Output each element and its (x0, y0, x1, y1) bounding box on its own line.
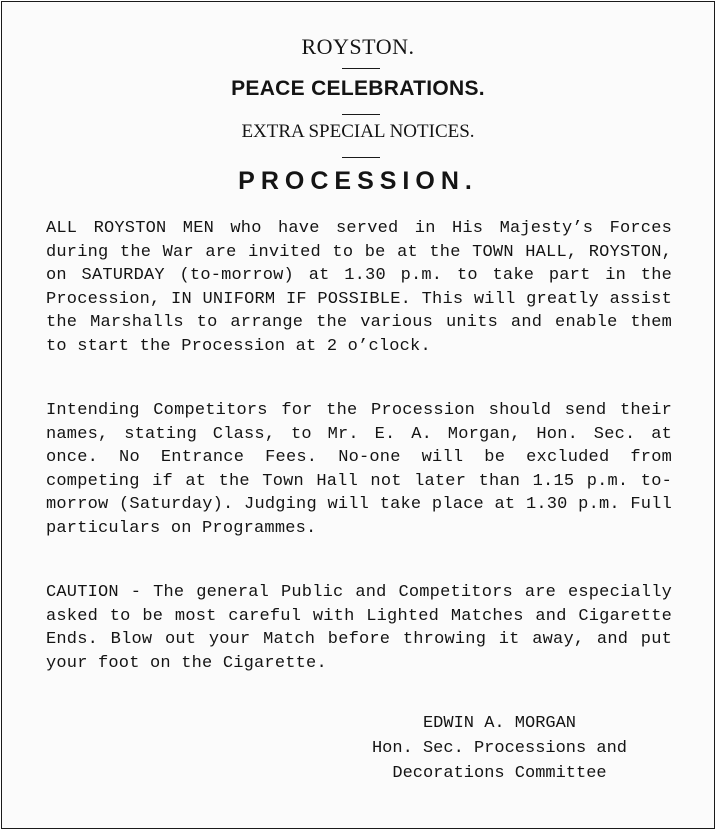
signature-title-line-2: Decorations Committee (392, 764, 607, 783)
event-heading: PEACE CELEBRATIONS. (231, 77, 485, 100)
notices-subtitle: EXTRA SPECIAL NOTICES. (241, 121, 475, 142)
competitors-notice-paragraph: Intending Competitors for the Procession should send their names, stating Class, to Mr. E. A. Morgan, Hon. Sec. at once. No Entrance Fees. No-one will be excluded from competing if at the Town Hall not later than 1.15 p.m. to-morrow (Saturday). Judging will take place at 1.30 p.m. Full particulars on Programmes. (46, 401, 672, 538)
signature-name: EDWIN A. MORGAN (422, 714, 577, 733)
signature-title (332, 736, 667, 786)
caution-notice-paragraph: CAUTION - The general Public and Competitors are especially asked to be most careful with Lighted Matches and Cigarette Ends. Blow out your Match before throwing it away, and put your foot on the Cigarette. (46, 583, 672, 673)
heading-rule (342, 68, 380, 69)
uniform-notice-paragraph: ALL ROYSTON MEN who have served in His Majesty’s Forces during the War are invited to be at the TOWN HALL, ROYSTON, on SATURDAY (to-morrow) at 1.30 p.m. to take part in the Procession, IN UNIFORM IF POSSIBLE. This will greatly assist the Marshalls to arrange the various units and enable them to start the Procession at 2 o’clock. (46, 219, 672, 356)
heading-rule (342, 114, 380, 115)
procession-heading: PROCESSION. (238, 167, 478, 195)
heading-rule (342, 157, 380, 158)
signature-title-line-1: Hon. Sec. Processions and (371, 739, 628, 758)
town-heading: ROYSTON. (301, 34, 415, 59)
notice-poster (1, 1, 715, 829)
